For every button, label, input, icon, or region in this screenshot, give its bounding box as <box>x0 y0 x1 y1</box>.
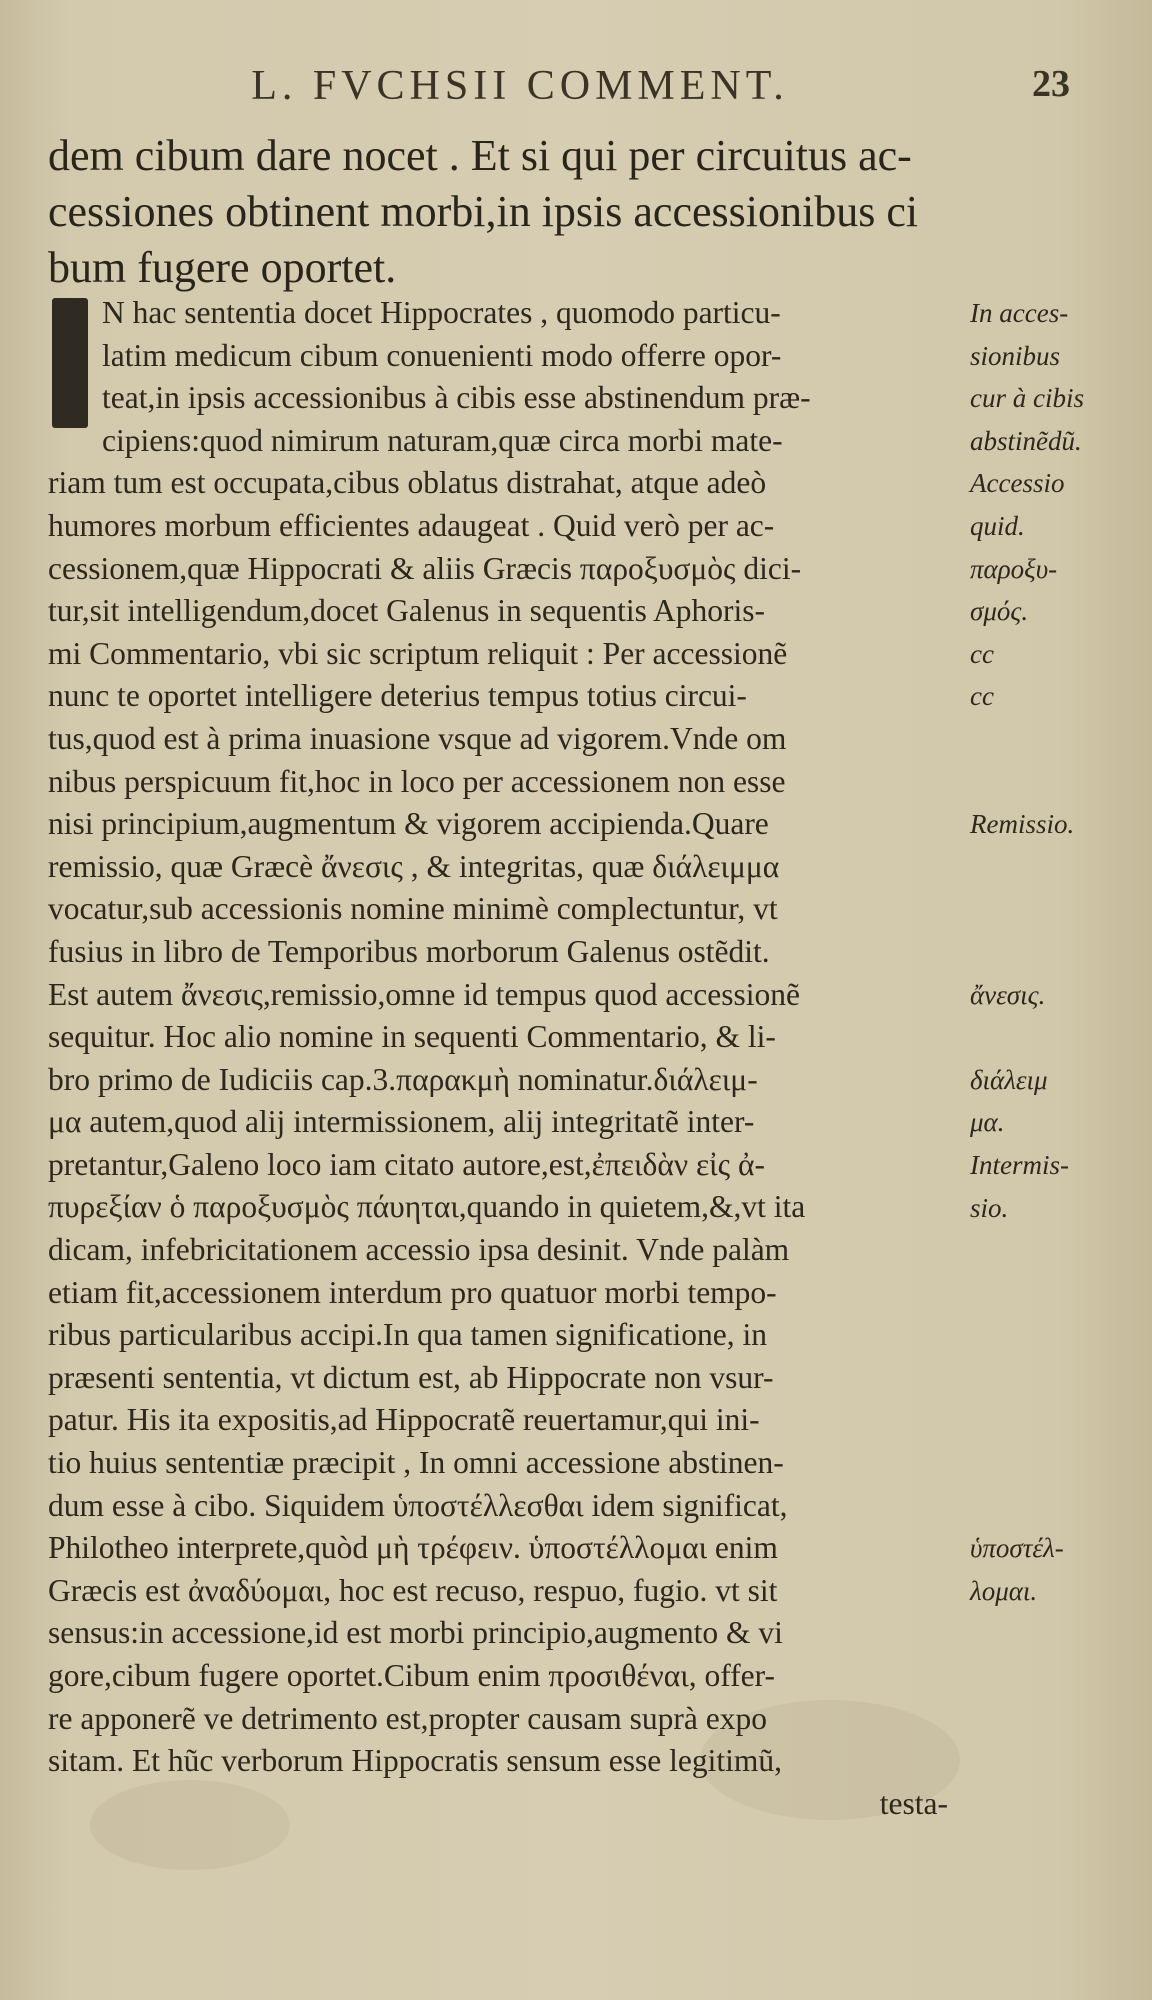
marginal-note: λομαι. <box>970 1576 1038 1606</box>
commentary-line: bro primo de Iudiciis cap.3.παρακμὴ nominatur.διάλειμ- <box>48 1061 758 1097</box>
commentary-line: testa- <box>879 1785 948 1821</box>
commentary-line: humores morbum efficientes adaugeat . Quid verò per ac- <box>48 507 775 543</box>
commentary-line: tus,quod est à prima inuasione vsque ad vigorem.Vnde om <box>48 720 787 756</box>
commentary-line: cipiens:quod nimirum naturam,quæ circa morbi mate- <box>102 422 783 458</box>
commentary-line: μα autem,quod alij intermissionem, alij integritatẽ inter- <box>48 1104 755 1140</box>
marginal-note: ἄνεσις. <box>970 979 1046 1010</box>
commentary-line: tur,sit intelligendum,docet Galenus in sequentis Aphoris- <box>48 593 766 629</box>
commentary-line: præsenti sententia, vt dictum est, ab Hippocrate non vsur- <box>48 1359 774 1395</box>
commentary-line: re apponerẽ ve detrimento est,propter causam suprà expo <box>48 1700 767 1736</box>
commentary-line: sensus:in accessione,id est morbi principio,augmento & vi <box>48 1615 783 1651</box>
marginal-note: ὑποστέλ- <box>970 1533 1064 1564</box>
marginal-note: cc <box>970 638 994 669</box>
marginal-note: In acces- <box>970 298 1069 328</box>
marginal-note: σμός. <box>970 596 1029 627</box>
commentary-line: sequitur. Hoc alio nomine in sequenti Commentario, & li- <box>48 1019 776 1055</box>
marginal-note: Remissio. <box>970 809 1075 840</box>
commentary-line: dum esse à cibo. Siquidem ὑποστέλλεσθαι idem significat, <box>48 1487 788 1523</box>
commentary-line: etiam fit,accessionem interdum pro quatuor morbi tempo- <box>48 1274 777 1310</box>
commentary-line: πυρεξίαν ὁ παροξυσμὸς πάυηται,quando in quietem,&,vt ita <box>48 1189 806 1225</box>
commentary-line: N hac sententia docet Hippocrates , quomodo particu- <box>102 295 781 330</box>
aphorism-line: cessiones obtinent morbi,in ipsis accessionibus ci <box>48 187 919 236</box>
commentary-line: nunc te oportet intelligere deterius tempus totius circui- <box>48 678 747 714</box>
commentary-line: Philotheo interprete,quòd μὴ τρέφειν. ὑποστέλλομαι enim <box>48 1530 778 1566</box>
commentary-line: riam tum est occupata,cibus oblatus distrahat, atque adeò <box>48 465 767 501</box>
marginal-note: μα. <box>970 1107 1005 1138</box>
commentary-line: remissio, quæ Græcè ἄνεσις , & integritas, quæ διάλειμμα <box>48 848 780 884</box>
page-number: 23 <box>1032 63 1070 105</box>
marginal-note: Intermis- <box>970 1150 1069 1180</box>
marginal-note: sio. <box>970 1192 1009 1223</box>
commentary-line: latim medicum cibum conuenienti modo offerre opor- <box>102 337 782 373</box>
commentary-line: tio huius sententiæ præcipit , In omni accessione abstinen- <box>48 1445 784 1481</box>
marginal-note: Accessio <box>970 468 1065 499</box>
marginal-note: sionibus <box>970 340 1061 371</box>
commentary-line: dicam, infebricitationem accessio ipsa desinit. Vnde palàm <box>48 1232 790 1268</box>
aphorism-text <box>48 128 968 296</box>
commentary-line: cessionem,quæ Hippocrati & aliis Græcis παροξυσμὸς dici- <box>48 550 802 586</box>
commentary-line: Est autem ἄνεσις,remissio,omne id tempus quod accessionẽ <box>48 976 801 1012</box>
commentary-line: sitam. Et hũc verborum Hippocratis sensum esse legitimũ, <box>48 1743 782 1779</box>
commentary-line: teat,in ipsis accessionibus à cibis esse abstinendum præ- <box>102 380 811 416</box>
marginal-note: παροξυ- <box>970 553 1058 584</box>
commentary-line: nisi principium,augmentum & vigorem accipienda.Quare <box>48 806 769 842</box>
commentary-line: patur. His ita expositis,ad Hippocratẽ reuertamur,qui ini- <box>48 1402 760 1438</box>
marginal-note: cur à cibis <box>970 383 1084 414</box>
commentary-line: fusius in libro de Temporibus morborum Galenus ostẽdit. <box>48 933 770 969</box>
commentary-text <box>48 292 968 1825</box>
marginal-note: quid. <box>970 511 1025 541</box>
aphorism-line: bum fugere oportet. <box>48 243 397 292</box>
commentary-line: pretantur,Galeno loco iam citato autore,est,ἐπειδὰν εἰς ἀ- <box>48 1146 765 1182</box>
commentary-line: nibus perspicuum fit,hoc in loco per accessionem non esse <box>48 763 786 799</box>
commentary-line: Græcis est ἀναδύομαι, hoc est recuso, respuo, fugio. vt sit <box>48 1572 778 1608</box>
marginal-note: cc <box>970 681 994 712</box>
aphorism-line: dem cibum dare nocet . Et si qui per circuitus ac- <box>48 131 912 180</box>
commentary-line: gore,cibum fugere oportet.Cibum enim προσιθέναι, offer- <box>48 1658 775 1693</box>
commentary-line: vocatur,sub accessionis nomine minimè complectuntur, vt <box>48 891 778 927</box>
marginal-note: διάλειμ <box>970 1064 1048 1095</box>
commentary-line: ribus particularibus accipi.In qua tamen significatione, in <box>48 1317 768 1353</box>
marginal-note: abstinẽdũ. <box>970 425 1082 456</box>
commentary-line: mi Commentario, vbi sic scriptum reliquit : Per accessionẽ <box>48 635 788 671</box>
running-head: L. FVCHSII COMMENT. <box>251 63 789 109</box>
